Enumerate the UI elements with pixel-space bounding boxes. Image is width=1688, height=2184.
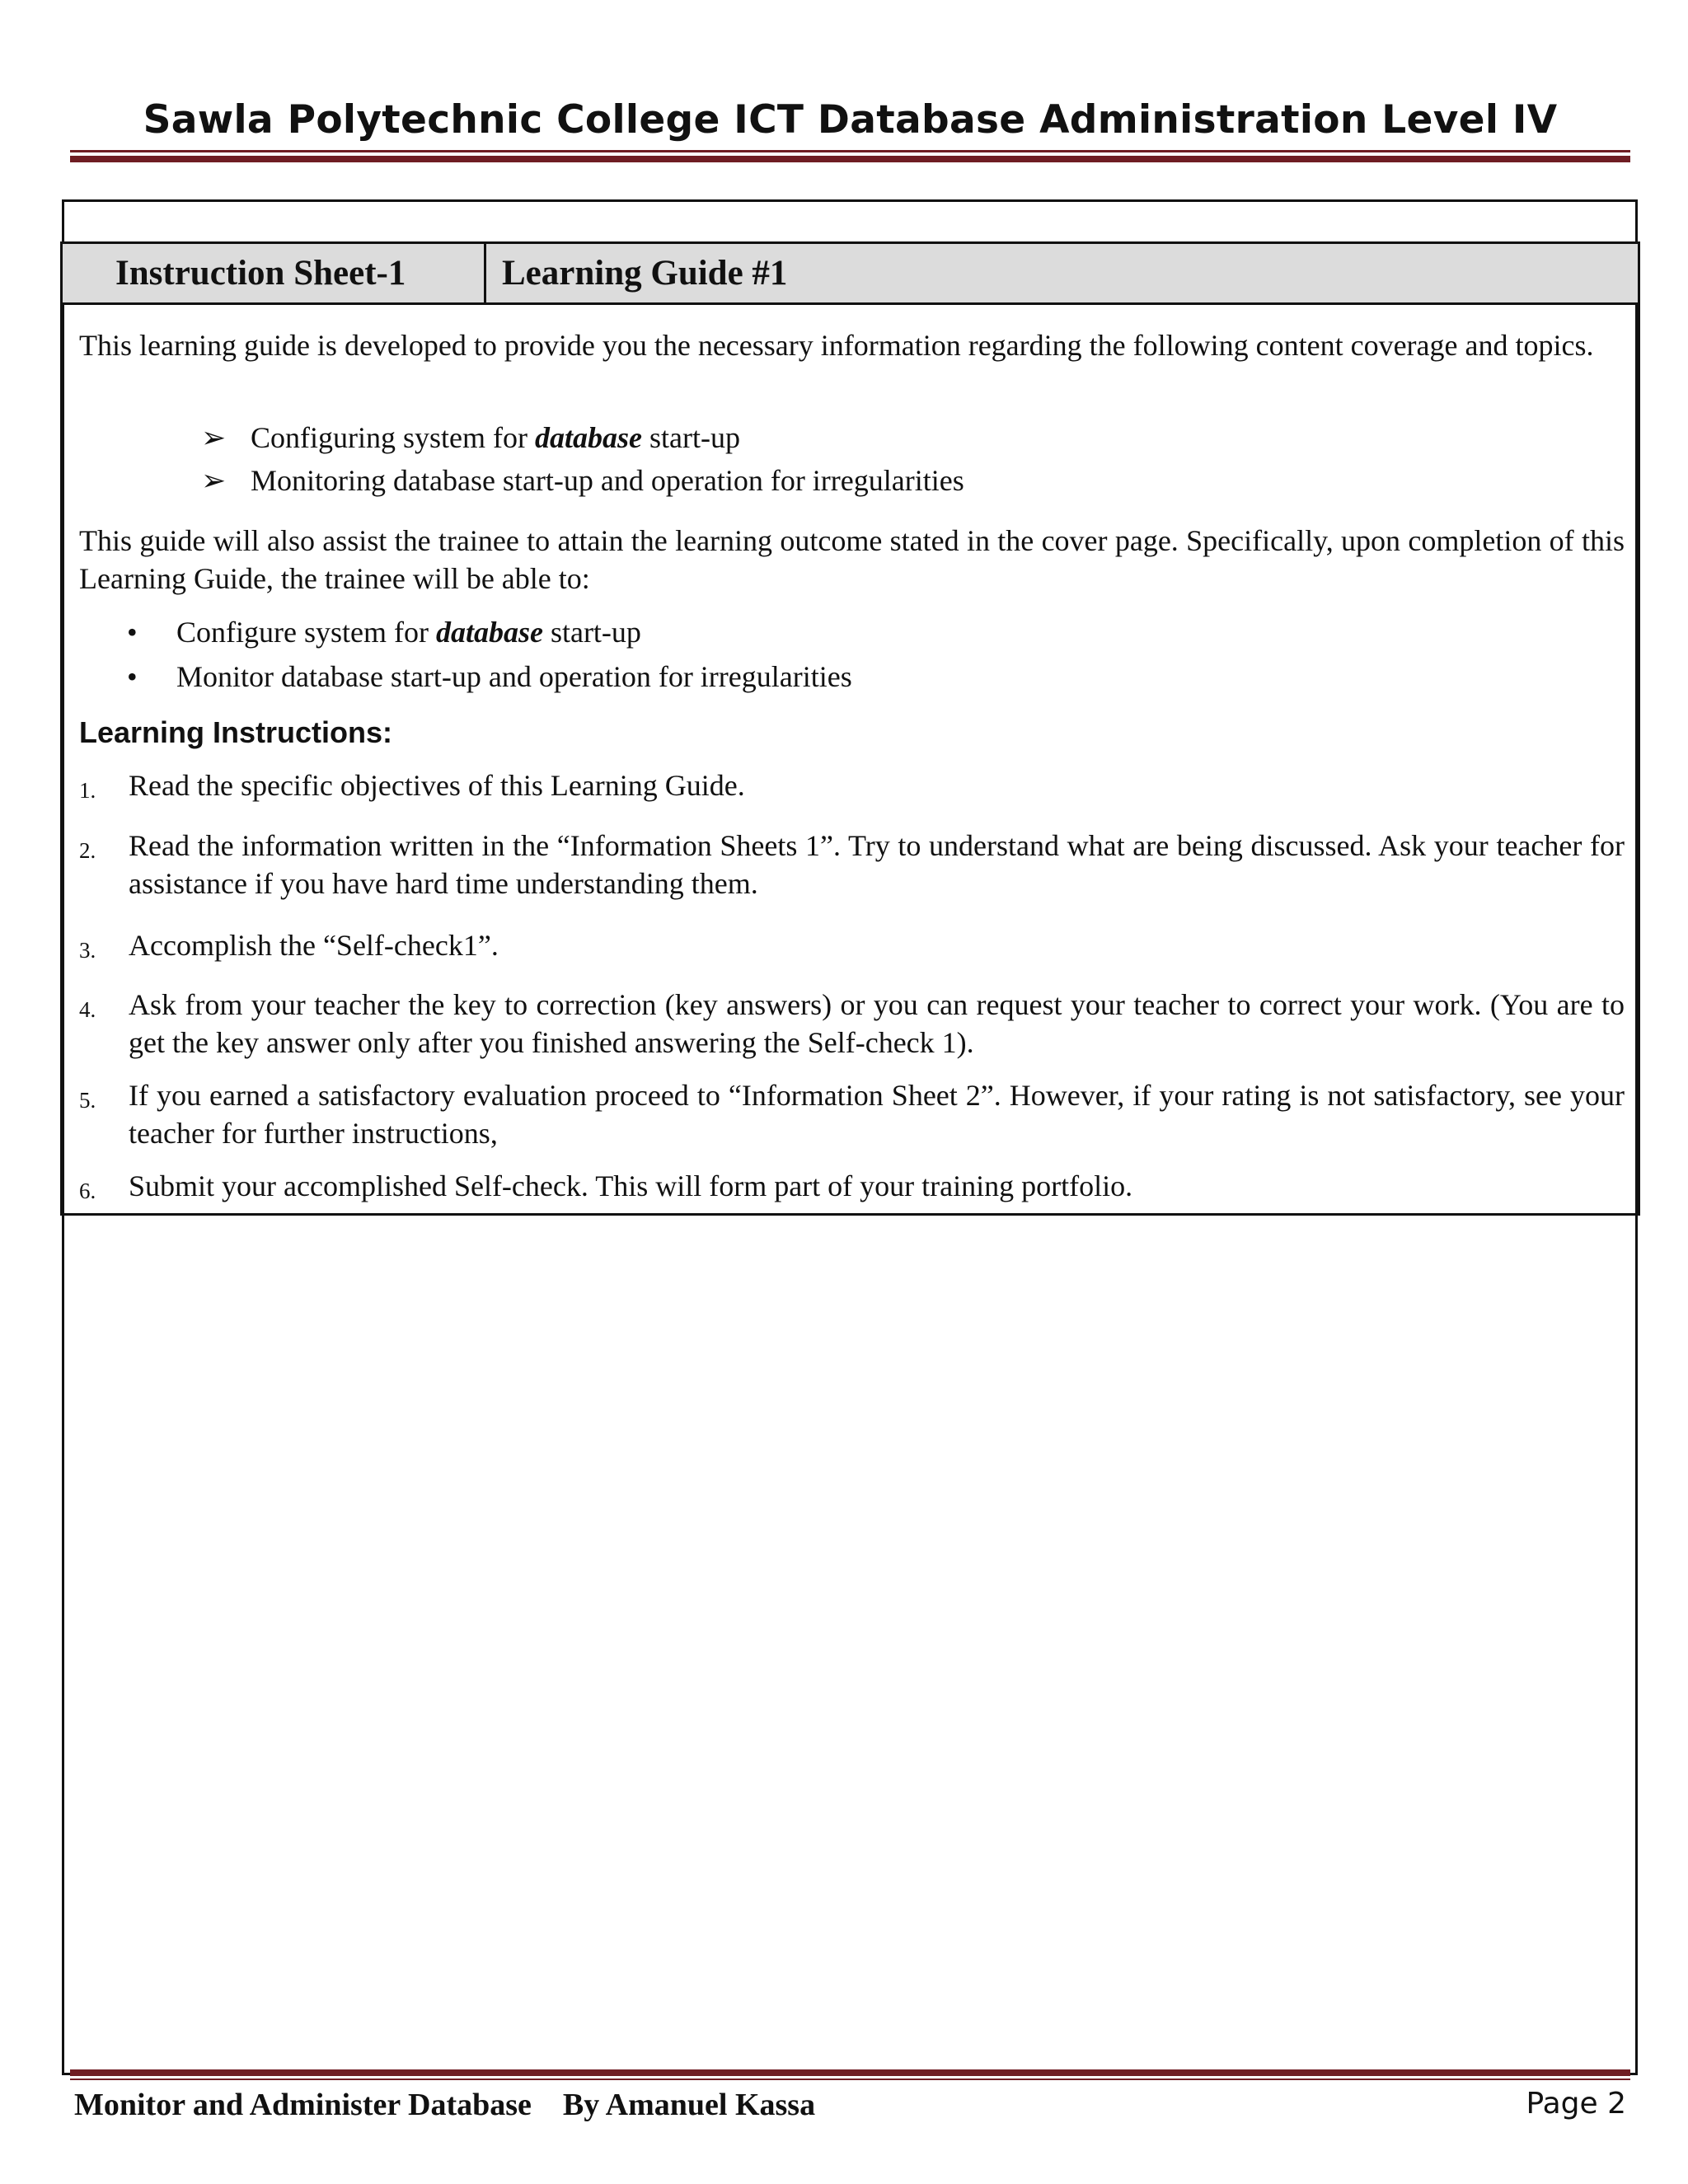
- item-number: 3.: [79, 938, 96, 963]
- item-number: 6.: [79, 1179, 96, 1203]
- instruction-item: [79, 986, 1625, 1062]
- topic-text-part: start-up: [641, 421, 740, 454]
- topic-emphasis: database: [534, 421, 642, 454]
- title-row: [63, 244, 1638, 305]
- topic-item: [201, 462, 964, 499]
- item-text: Ask from your teacher the key to correction (key answers) or you can request your teacher to correct your work. (You are to get the key answer only after you finished answering the Self-check 1).: [129, 988, 1625, 1059]
- header-rule-thick: [70, 156, 1630, 162]
- intro-paragraph: This learning guide is developed to provide you the necessary information regarding the following content coverage and topics.: [79, 329, 1594, 362]
- outcome-paragraph: This guide will also assist the trainee to attain the learning outcome stated in the cover page. Specifically, upon completion of this Learning Guide, the trainee will be able to:: [79, 524, 1625, 595]
- title-cell-instruction-sheet: Instruction Sheet-1: [115, 254, 406, 293]
- bullet-icon: •: [127, 616, 138, 649]
- instruction-item: [79, 1167, 1625, 1210]
- header-rule-thin: [70, 150, 1630, 152]
- footer-module: [74, 2087, 815, 2123]
- bullet-icon: •: [127, 660, 138, 693]
- page-header: Sawla Polytechnic College ICT Database Administration Level IV: [143, 97, 1558, 143]
- arrow-bullet-icon: ➢: [201, 464, 227, 497]
- item-number: 5.: [79, 1088, 96, 1113]
- footer-author: By Amanuel Kassa: [562, 2088, 816, 2122]
- title-cell-learning-guide: Learning Guide #1: [502, 254, 788, 293]
- learning-instructions-heading: Learning Instructions:: [79, 715, 393, 749]
- instruction-item: [79, 926, 1625, 969]
- outcome-emphasis: database: [435, 616, 543, 649]
- instruction-box: [60, 241, 1640, 1216]
- item-text: If you earned a satisfactory evaluation proceed to “Information Sheet 2”. However, if your rating is not satisfactory, see your teacher for further instructions,: [129, 1079, 1625, 1150]
- topic-text: Monitoring database start-up and operation for irregularities: [251, 464, 964, 497]
- footer-rule-thick: [70, 2069, 1630, 2076]
- footer-page-number: Page 2: [1526, 2087, 1626, 2121]
- outcome-text-part: Configure system for: [176, 616, 436, 649]
- outcome-text-part: start-up: [542, 616, 641, 649]
- item-text: Submit your accomplished Self-check. This will form part of your training portfolio.: [129, 1169, 1133, 1202]
- footer-module-title: Monitor and Administer Database: [74, 2088, 532, 2122]
- item-number: 1.: [79, 778, 96, 803]
- item-text: Read the specific objectives of this Learning Guide.: [129, 769, 745, 802]
- outcome-item: [127, 613, 641, 651]
- outcome-item: [127, 658, 852, 696]
- instruction-item: [79, 1076, 1625, 1152]
- topic-text-part: Configuring system for: [251, 421, 535, 454]
- title-divider: [484, 244, 486, 302]
- instruction-item: [79, 766, 1625, 809]
- outcome-text: [176, 613, 641, 651]
- item-text: Accomplish the “Self-check1”.: [129, 929, 499, 962]
- arrow-bullet-icon: ➢: [201, 421, 227, 454]
- item-number: 2.: [79, 838, 96, 863]
- outcome-text: Monitor database start-up and operation for irregularities: [176, 660, 852, 693]
- instruction-item: [79, 827, 1625, 902]
- footer-rule-thin: [70, 2079, 1630, 2080]
- item-number: 4.: [79, 997, 96, 1022]
- item-text: Read the information written in the “Information Sheets 1”. Try to understand what are being discussed. Ask your teacher for assistance if you have hard time understanding them.: [129, 829, 1625, 900]
- topic-text: [251, 419, 740, 457]
- topic-item: [201, 419, 740, 457]
